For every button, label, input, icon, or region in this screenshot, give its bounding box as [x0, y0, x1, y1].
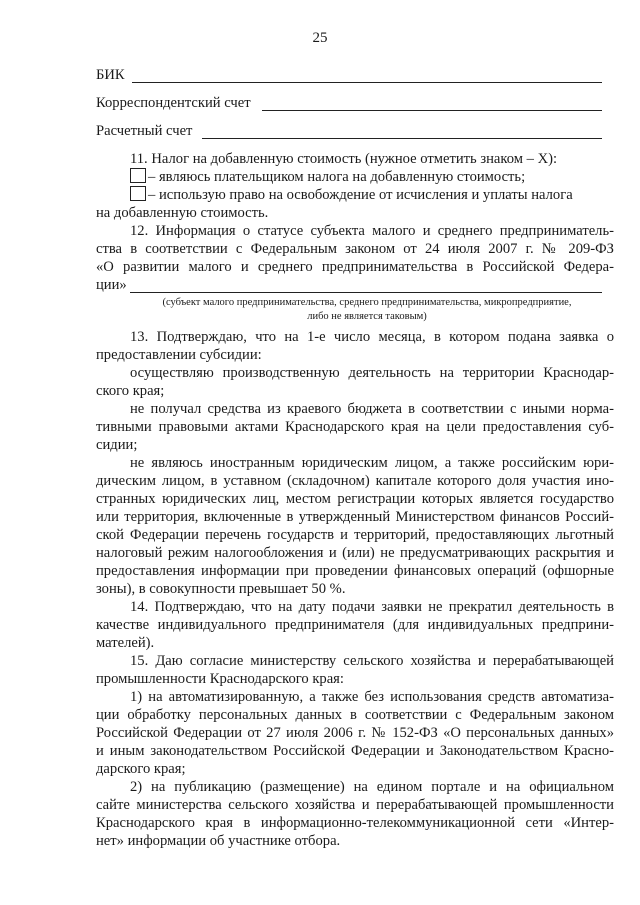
s13-line-15: зоны), в совокупности превышает 50 %. — [96, 581, 346, 597]
s15-line-2: промышленности Краснодарского края: — [96, 671, 344, 687]
s14-line-2: качестве индивидуального предпринимателя (для индивидуальных предприни- — [96, 617, 614, 633]
s13-line-2: предоставлении субсидии: — [96, 347, 262, 363]
sme-status-note-2: либо не является таковым) — [307, 311, 427, 322]
s13-line-8: не являюсь иностранным юридическим лицом, а также российским юри- — [130, 455, 614, 471]
s13-line-10: странных юридических лиц, местом регистрации которых является государство — [96, 491, 614, 507]
s11-continuation: на добавленную стоимость. — [96, 205, 269, 221]
s12-line-3: «О развитии малого и среднего предпринимательства в Российской Федера- — [96, 259, 614, 275]
settlement-account-label: Расчетный счет — [96, 123, 193, 139]
s13-line-4: ского края; — [96, 383, 165, 399]
s11-heading: 11. Налог на добавленную стоимость (нужное отметить знаком – Х): — [130, 151, 558, 167]
bik-field[interactable] — [132, 82, 602, 83]
s15-line-1: 15. Даю согласие министерству сельского хозяйства и перерабатывающей — [130, 653, 614, 669]
sme-status-field[interactable] — [130, 292, 602, 293]
s12-line-2: ства в соответствии с Федеральным законом от 24 июля 2007 г. № 209-ФЗ — [96, 241, 614, 257]
bik-label: БИК — [96, 67, 125, 83]
s11-option-exempt — [130, 186, 614, 205]
s15-line-4: ции обработку персональных данных в соответствии с Федеральным законом — [96, 707, 614, 723]
s15-line-7: дарского края; — [96, 761, 186, 777]
s15-line-5: Российской Федерации от 27 июля 2006 г. № 152-ФЗ «О персональных данных» — [96, 725, 614, 741]
s11-option-payer — [130, 168, 614, 187]
sme-status-note-1: (субъект малого предпринимательства, среднего предпринимательства, микропредприятие, — [162, 297, 572, 308]
s15-line-11: нет» информации об участнике отбора. — [96, 833, 341, 849]
s15-line-10: Краснодарского края в информационно-телекоммуникационной сети «Интер- — [96, 815, 614, 831]
corr-account-field[interactable] — [262, 110, 602, 111]
vat-payer-checkbox[interactable] — [130, 168, 146, 183]
s13-line-11: или территория, включенные в утвержденный Министерством финансов Россий- — [96, 509, 614, 525]
vat-payer-label: – являюсь плательщиком налога на добавленную стоимость; — [148, 169, 526, 185]
s14-line-3: мателей). — [96, 635, 155, 651]
s14-line-1: 14. Подтверждаю, что на дату подачи заявки не прекратил деятельность в — [130, 599, 614, 615]
s13-line-14: предоставления информации при проведении финансовых операций (офшорные — [96, 563, 614, 579]
s15-line-3: 1) на автоматизированную, а также без использования средств автоматиза- — [130, 689, 614, 705]
s15-line-6: и иным законодательством Российской Федерации и Законодательством Красно- — [96, 743, 614, 759]
s13-line-3: осуществляю производственную деятельность на территории Краснодар- — [130, 365, 614, 381]
settlement-account-field[interactable] — [202, 138, 602, 139]
s13-line-9: дическим лицом, в уставном (складочном) капитале которого доля участия ино- — [96, 473, 614, 489]
page-number: 25 — [312, 30, 328, 46]
s13-line-6: тивными правовыми актами Краснодарского края на цели предоставления суб- — [96, 419, 614, 435]
s13-line-5: не получал средства из краевого бюджета в соответствии с иными норма- — [130, 401, 614, 417]
s12-line-4: ции» — [96, 277, 127, 293]
s13-line-12: ской Федерации перечень государств и территорий, предоставляющих льготный — [96, 527, 614, 543]
corr-account-label: Корреспондентский счет — [96, 95, 251, 111]
s13-line-1: 13. Подтверждаю, что на 1-е число месяца, в котором подана заявка о — [130, 329, 614, 345]
s13-line-7: сидии; — [96, 437, 138, 453]
s12-line-1: 12. Информация о статусе субъекта малого и среднего предприниматель- — [130, 223, 614, 239]
vat-exempt-label: – использую право на освобождение от исчисления и уплаты налога — [148, 187, 573, 203]
s15-line-9: сайте министерства сельского хозяйства и перерабатывающей промышленности — [96, 797, 614, 813]
s15-line-8: 2) на публикацию (размещение) на едином портале и на официальном — [130, 779, 614, 795]
vat-exempt-checkbox[interactable] — [130, 186, 146, 201]
s13-line-13: налоговый режим налогообложения и (или) не предусматривающих раскрытия и — [96, 545, 614, 561]
